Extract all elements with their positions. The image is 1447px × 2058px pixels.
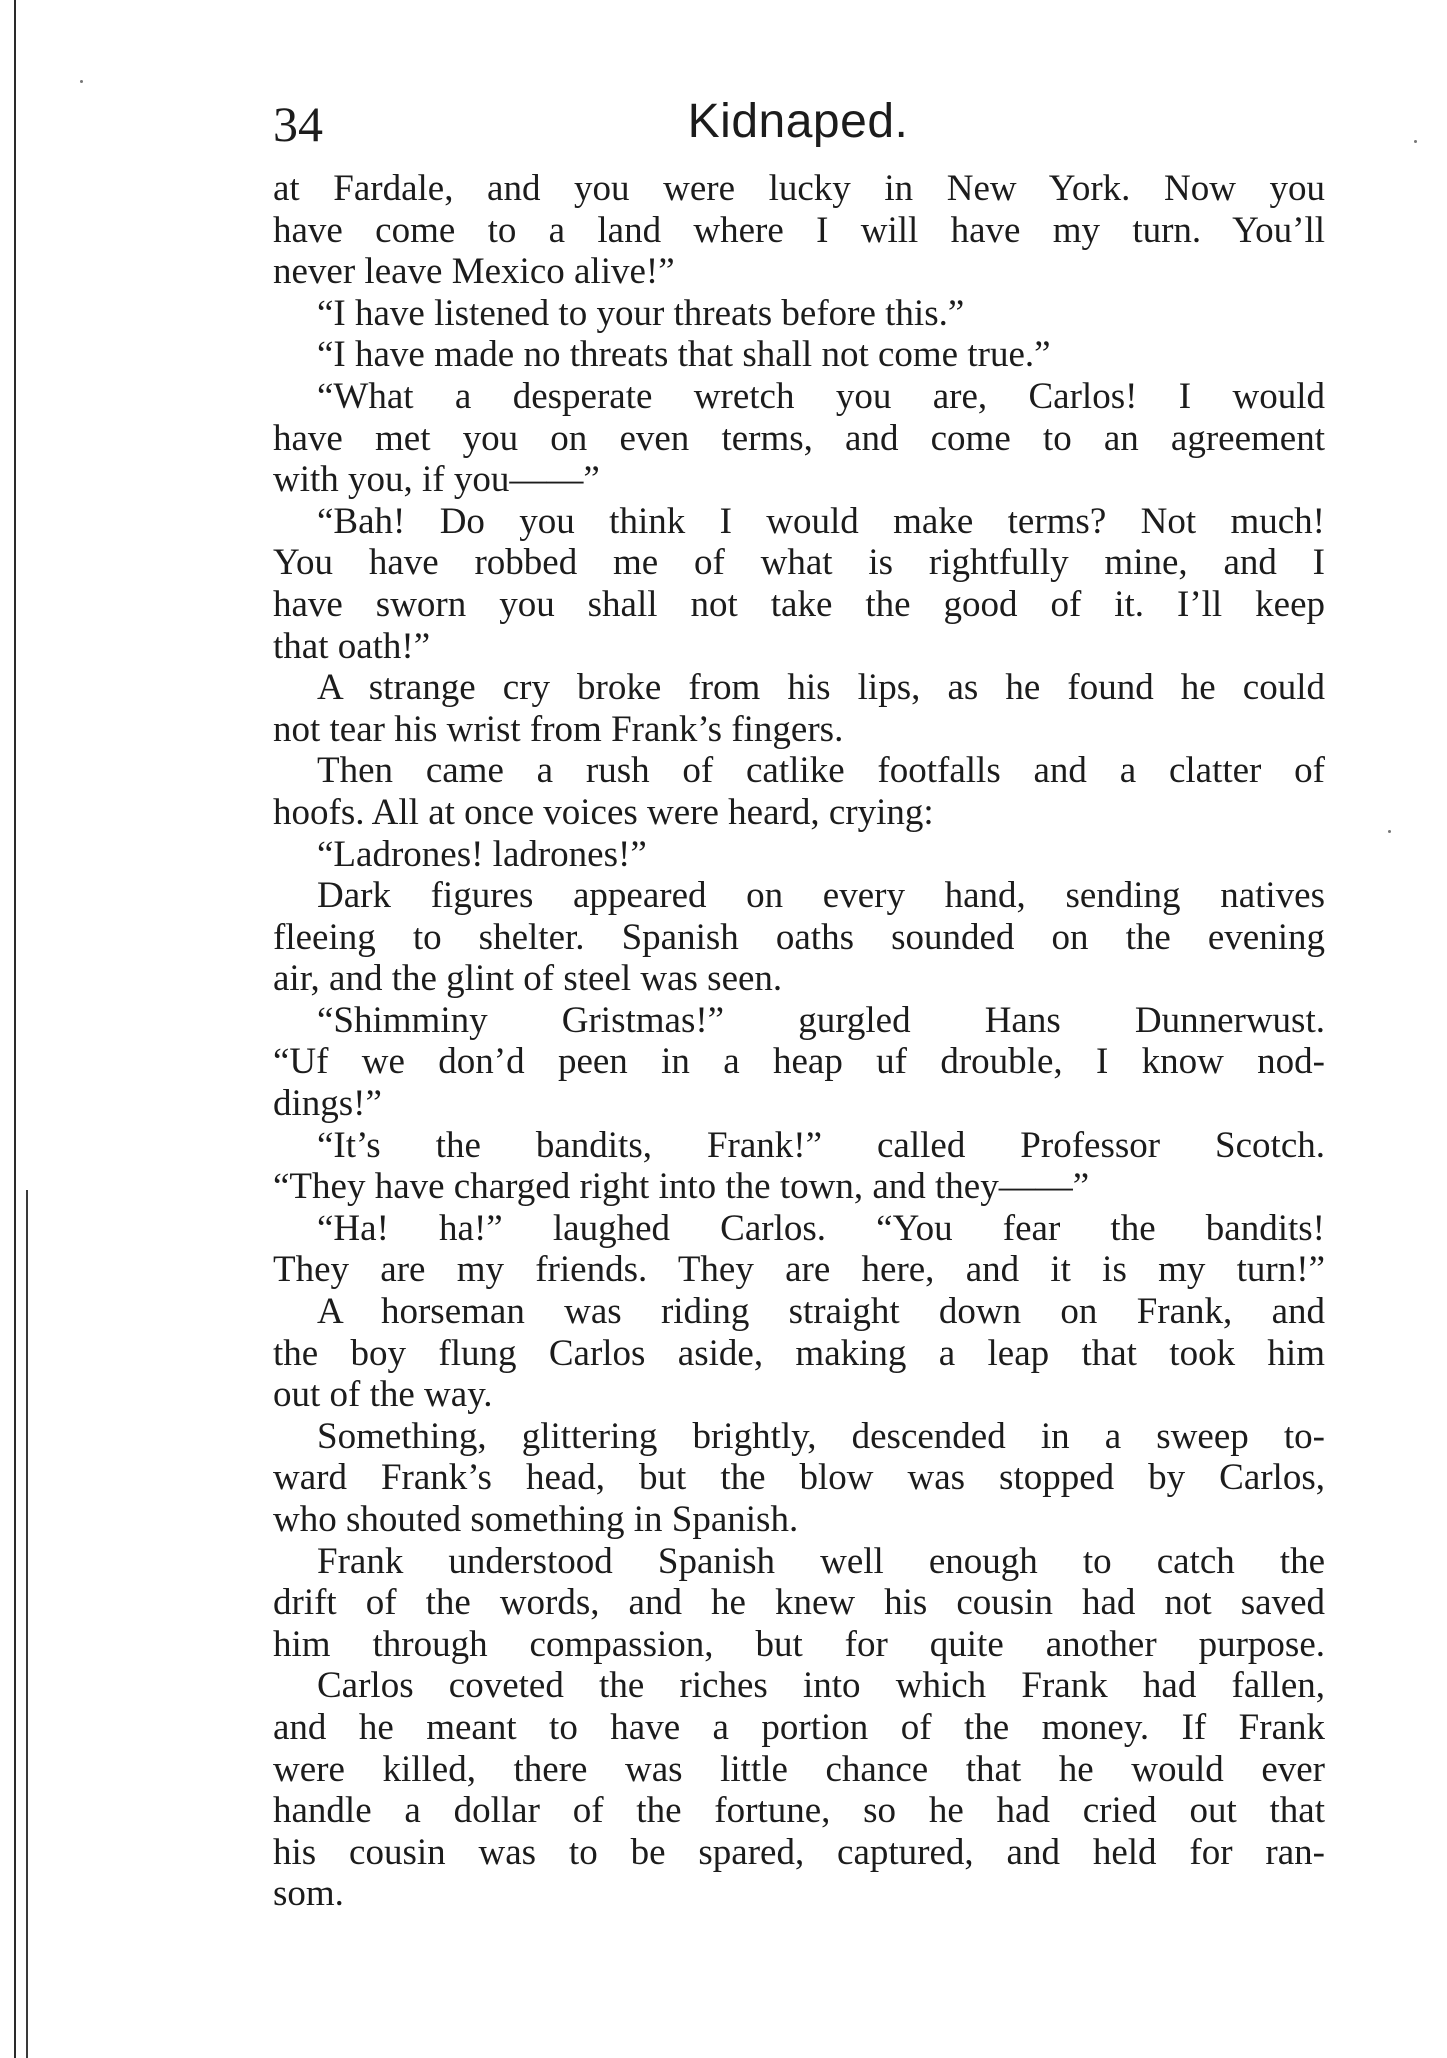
text-line: drift of the words, and he knew his cousin had not saved — [273, 1582, 1325, 1624]
text-line: They are my friends. They are here, and it is my turn!” — [273, 1249, 1325, 1291]
text-line: who shouted something in Spanish. — [273, 1499, 799, 1540]
chapter-title: Kidnaped. — [687, 95, 909, 148]
text-line: “What a desperate wretch you are, Carlos! I would — [317, 375, 1325, 417]
text-line: have come to a land where I will have my turn. You’ll — [273, 209, 1325, 251]
text-line: never leave Mexico alive!” — [273, 251, 675, 293]
text-line: Something, glittering brightly, descended in a sweep to- — [317, 1415, 1325, 1457]
text-line: dings!” — [273, 1083, 382, 1125]
text-line: fleeing to shelter. Spanish oaths sounded on the evening — [273, 916, 1325, 958]
text-line: not tear his wrist from Frank’s fingers. — [273, 708, 844, 750]
text-line: have met you on even terms, and come to an agreement — [273, 417, 1325, 459]
page-number: 34 — [273, 96, 323, 152]
text-line: and he meant to have a portion of the money. If Frank — [273, 1706, 1325, 1748]
body-text — [273, 168, 1325, 1915]
paper-speck — [80, 80, 83, 83]
text-line: handle a dollar of the fortune, so he had cried out that — [273, 1790, 1325, 1832]
text-line: ward Frank’s head, but the blow was stopped by Carlos, — [273, 1457, 1325, 1499]
text-line: “I have made no threats that shall not come true.” — [317, 334, 1051, 376]
binding-edge-rule — [26, 1190, 28, 2058]
text-line: “Bah! Do you think I would make terms? Not much! — [317, 500, 1325, 542]
text-line: “I have listened to your threats before this.” — [317, 292, 965, 334]
text-line: him through compassion, but for quite another purpose. — [273, 1623, 1325, 1665]
text-line: “It’s the bandits, Frank!” called Professor Scotch. — [317, 1124, 1325, 1166]
text-line: the boy flung Carlos aside, making a leap that took him — [273, 1332, 1325, 1374]
text-line: A horseman was riding straight down on Frank, and — [317, 1291, 1325, 1333]
text-line: A strange cry broke from his lips, as he found he could — [317, 667, 1325, 709]
text-line: out of the way. — [273, 1374, 493, 1416]
text-line: “Uf we don’d peen in a heap uf drouble, I know nod- — [273, 1041, 1325, 1083]
text-line: that oath!” — [273, 625, 431, 667]
text-line: You have robbed me of what is rightfully mine, and I — [273, 542, 1325, 584]
text-line: Frank understood Spanish well enough to catch the — [317, 1540, 1325, 1582]
text-line: “Ladrones! ladrones!” — [317, 833, 647, 875]
text-line: air, and the glint of steel was seen. — [273, 958, 783, 1000]
text-line: “Ha! ha!” laughed Carlos. “You fear the bandits! — [317, 1207, 1325, 1249]
paper-speck — [1414, 140, 1417, 143]
running-head — [273, 88, 1323, 158]
text-line: Dark figures appeared on every hand, sending natives — [317, 875, 1325, 917]
text-line: were killed, there was little chance that he would ever — [273, 1748, 1325, 1790]
text-line: his cousin was to be spared, captured, and held for ran- — [273, 1831, 1325, 1873]
text-line: hoofs. All at once voices were heard, crying: — [273, 791, 934, 833]
text-line: have sworn you shall not take the good of it. I’ll keep — [273, 583, 1325, 625]
text-line: “They have charged right into the town, and they——” — [273, 1166, 1090, 1208]
text-line: som. — [273, 1873, 344, 1915]
text-line: at Fardale, and you were lucky in New York. Now you — [273, 168, 1325, 209]
text-line: Then came a rush of catlike footfalls and a clatter of — [317, 750, 1325, 792]
text-line: “Shimminy Gristmas!” gurgled Hans Dunnerwust. — [317, 999, 1325, 1041]
page-edge-rule — [14, 0, 16, 2058]
text-line: Carlos coveted the riches into which Frank had fallen, — [317, 1665, 1325, 1707]
paper-speck — [1388, 830, 1391, 833]
text-line: with you, if you——” — [273, 459, 600, 501]
